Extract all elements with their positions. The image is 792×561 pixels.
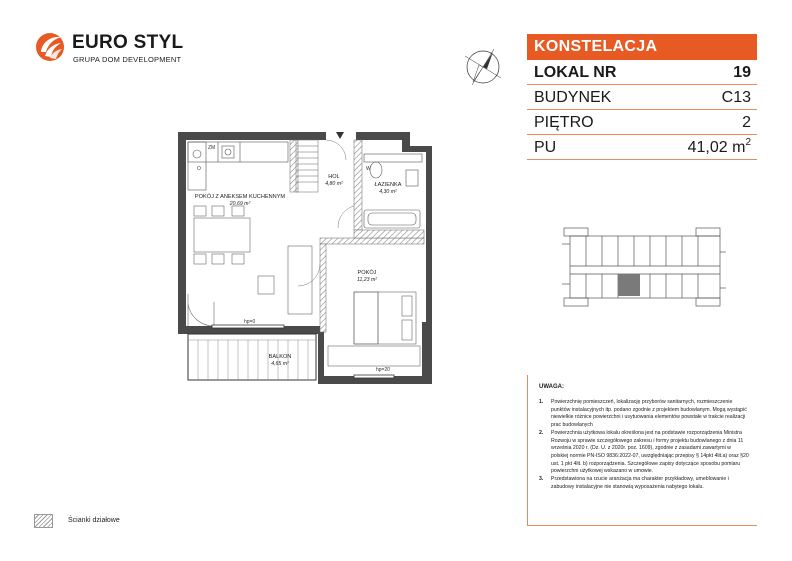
room-balkon-area: 4,65 m² bbox=[271, 361, 289, 367]
room-pokoj-name: POKÓJ bbox=[357, 270, 377, 276]
hp0-label: hp=0 bbox=[244, 319, 256, 325]
note-item bbox=[539, 476, 749, 491]
room-pokoj-aneks bbox=[190, 194, 290, 208]
room-hol bbox=[318, 174, 350, 188]
room-pokoj-aneks-area: 20,69 m² bbox=[229, 201, 251, 207]
area-unit-sup: 2 bbox=[745, 137, 751, 148]
building-location-map bbox=[556, 224, 728, 312]
note-item bbox=[539, 399, 749, 430]
north-arrow-icon bbox=[460, 44, 506, 90]
room-hol-name: HOL bbox=[328, 174, 340, 180]
brand-logo bbox=[34, 30, 184, 66]
brand-name: EURO STYL bbox=[72, 32, 184, 53]
room-lazienka bbox=[368, 182, 408, 196]
floor-plan-drawing bbox=[178, 126, 440, 384]
note-number: 1. bbox=[539, 399, 544, 405]
highlighted-unit bbox=[618, 274, 640, 296]
area-label: PU bbox=[534, 139, 557, 156]
floor-value: 2 bbox=[742, 114, 751, 131]
unit-value: 19 bbox=[733, 64, 751, 81]
notes-title: UWAGA: bbox=[539, 384, 564, 390]
area-value-wrap bbox=[688, 139, 751, 157]
room-pokoj-aneks-name: POKÓJ Z ANEKSEM KUCHENNYM bbox=[194, 194, 286, 200]
note-text: Powierzchnia użytkowa lokalu określona jest na podstawie rozporządzenia Ministra Rozwoju w sprawie szczegółowego zakresu i formy projektu budowlanego z dnia 11 września 2020 r. (Dz. U. z 2020r. poz. 1609), zgodnie z zasadami zawartymi w polskiej normie PN-ISO 9836:2022-07, uwzględniając przepisy § 14pkt 4lit.a) oraz §20 ust. 1 pkt 4lit. b) rozporządzenia. Szczegółowe zapisy dotyczące sposobu pomiaru powierzchni użytkowej wskazano w umowie. bbox=[551, 429, 749, 475]
hp20-label: hp=20 bbox=[376, 367, 391, 373]
info-row-building bbox=[527, 85, 757, 110]
notes-panel bbox=[527, 375, 757, 526]
investment-name: KONSTELACJA bbox=[527, 34, 757, 60]
unit-label: LOKAL NR bbox=[534, 64, 617, 81]
building-value: C13 bbox=[721, 89, 751, 106]
area-value: 41,02 m bbox=[687, 139, 746, 156]
unit-info-panel bbox=[527, 34, 757, 160]
note-item bbox=[539, 430, 749, 476]
partition-wall-swatch bbox=[34, 514, 53, 528]
note-number: 2. bbox=[539, 429, 544, 436]
note-text: Powierzchnię pomieszczeń, lokalizację przyborów sanitarnych, rozmieszczenie punktów instalacyjnych itp. podano zgodnie z projektem budowlanym. Mogą wystąpić niewielkie różnice powierzchni i usytuowania elementów powstałe w trakcie realizacji prac budowlanych bbox=[551, 399, 747, 429]
notes-list bbox=[539, 399, 749, 491]
info-row-floor bbox=[527, 110, 757, 135]
room-balkon bbox=[262, 354, 298, 368]
room-pokoj bbox=[350, 270, 384, 284]
room-lazienka-name: ŁAZIENKA bbox=[374, 182, 402, 188]
room-hol-area: 4,80 m² bbox=[325, 181, 343, 187]
building-label: BUDYNEK bbox=[534, 89, 612, 106]
note-number: 3. bbox=[539, 476, 544, 483]
floor-plan bbox=[178, 126, 440, 384]
floor-label: PIĘTRO bbox=[534, 114, 594, 131]
w-label: W bbox=[366, 166, 371, 172]
brand-subtitle: GRUPA DOM DEVELOPMENT bbox=[73, 55, 182, 64]
o-label: O bbox=[197, 166, 201, 172]
room-balkon-name: BALKON bbox=[268, 354, 292, 360]
euro-styl-flame-icon bbox=[34, 30, 66, 62]
room-lazienka-area: 4,30 m² bbox=[379, 189, 397, 195]
zm-label: ZM bbox=[208, 145, 216, 151]
info-row-unit bbox=[527, 60, 757, 85]
note-text: Przedstawiona na rzucie aranżacja ma charakter przykładowy, umeblowanie i zabudowy instalacyjne nie stanowią wyposażenia nabytego lokalu. bbox=[551, 476, 729, 490]
info-row-area bbox=[527, 135, 757, 160]
legend-label: Ścianki działowe bbox=[68, 517, 120, 524]
room-pokoj-area: 11,23 m² bbox=[356, 277, 378, 283]
